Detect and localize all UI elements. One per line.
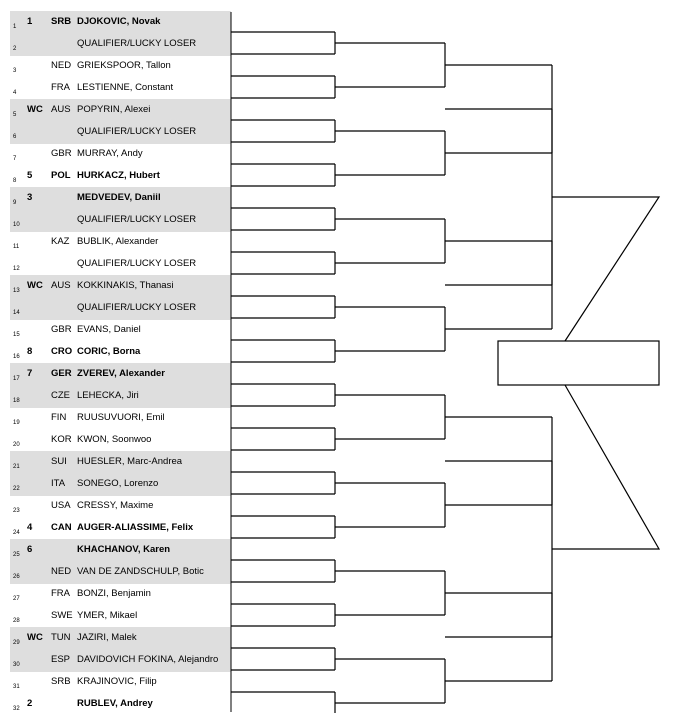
seed-label: 5 [27,170,33,181]
draw-position: 1 [13,24,17,30]
player-name: QUALIFIER/LUCKY LOSER [77,214,197,225]
player-name: MEDVEDEV, Daniil [77,192,161,203]
nationality-code: FIN [51,412,67,423]
player-name: RUUSUVUORI, Emil [77,412,165,423]
draw-entry [13,258,196,272]
seed-label: WC [27,280,43,291]
champion-box [498,341,659,385]
draw-position: 29 [13,640,20,646]
player-name: DJOKOVIC, Novak [77,16,161,27]
player-name: JAZIRI, Malek [77,632,137,643]
player-name: LESTIENNE, Constant [77,82,174,93]
nationality-code: GBR [51,324,72,335]
draw-position: 21 [13,464,20,470]
player-name: KRAJINOVIC, Filip [77,676,157,687]
draw-position: 23 [13,508,20,514]
draw-position: 32 [13,706,20,712]
player-name: KOKKINAKIS, Thanasi [77,280,174,291]
nationality-code: GBR [51,148,72,159]
draw-position: 2 [13,46,17,52]
draw-entry [13,610,137,624]
draw-position: 19 [13,420,20,426]
player-name: QUALIFIER/LUCKY LOSER [77,302,197,313]
player-name: MURRAY, Andy [77,148,143,159]
draw-entry [13,676,157,690]
draw-position: 10 [13,222,20,228]
nationality-code: ITA [51,478,66,489]
draw-position: 13 [13,288,20,294]
draw-position: 17 [13,376,20,382]
draw-position: 6 [13,134,17,140]
nationality-code: KAZ [51,236,70,247]
player-name: HUESLER, Marc-Andrea [77,456,183,467]
draw-position: 26 [13,574,20,580]
nationality-code: TUN [51,632,71,643]
nationality-code: AUS [51,104,71,115]
player-name: BUBLIK, Alexander [77,236,159,247]
draw-entry [13,412,165,426]
nationality-code: POL [51,170,71,181]
draw-entry [13,588,151,602]
seed-label: 7 [27,368,33,379]
nationality-code: ESP [51,654,71,665]
nationality-code: NED [51,566,72,577]
final-connector [552,385,659,549]
draw-entry [13,170,161,184]
draw-position: 11 [13,244,20,250]
nationality-code: NED [51,60,72,71]
draw-position: 8 [13,178,17,184]
nationality-code: FRA [51,588,70,599]
draw-position: 31 [13,684,20,690]
nationality-code: AUS [51,280,71,291]
player-name: RUBLEV, Andrey [77,698,153,709]
player-name: AUGER-ALIASSIME, Felix [77,522,194,533]
player-name: LEHECKA, Jiri [77,390,139,401]
nationality-code: GER [51,368,72,379]
player-name: ZVEREV, Alexander [77,368,166,379]
draw-position: 18 [13,398,20,404]
seed-label: 6 [27,544,33,555]
nationality-code: SRB [51,676,71,687]
draw-entry [13,346,141,360]
seed-label: 1 [27,16,33,27]
draw-position: 22 [13,486,20,492]
draw-position: 5 [13,112,17,118]
draw-position: 12 [13,266,20,272]
draw-entry [13,522,194,536]
player-name: QUALIFIER/LUCKY LOSER [77,258,197,269]
seed-label: 2 [27,698,33,709]
player-name: CORIC, Borna [77,346,141,357]
player-name: SONEGO, Lorenzo [77,478,159,489]
nationality-code: USA [51,500,71,511]
draw-entry [13,500,153,514]
draw-position: 3 [13,68,17,74]
draw-entry [13,698,154,712]
player-name: QUALIFIER/LUCKY LOSER [77,38,197,49]
player-name: BONZI, Benjamin [77,588,151,599]
player-name: POPYRIN, Alexei [77,104,151,115]
seed-label: WC [27,632,43,643]
player-name: YMER, Mikael [77,610,138,621]
player-name: CRESSY, Maxime [77,500,154,511]
nationality-code: CAN [51,522,72,533]
nationality-code: SUI [51,456,67,467]
player-name: GRIEKSPOOR, Tallon [77,60,171,71]
draw-entry [13,82,173,96]
draw-position: 24 [13,530,20,536]
player-name: KWON, Soonwoo [77,434,152,445]
player-name: VAN DE ZANDSCHULP, Botic [77,566,204,577]
nationality-code: CRO [51,346,73,357]
player-name: DAVIDOVICH FOKINA, Alejandro [77,654,219,665]
draw-entry [13,60,171,74]
draw-position: 28 [13,618,20,624]
draw-position: 16 [13,354,20,360]
nationality-code: CZE [51,390,70,401]
nationality-code: SRB [51,16,72,27]
player-name: QUALIFIER/LUCKY LOSER [77,126,197,137]
draw-entry [13,434,151,448]
draw-position: 20 [13,442,20,448]
draw-position: 14 [13,310,20,316]
player-name: EVANS, Daniel [77,324,141,335]
draw-position: 27 [13,596,20,602]
draw-position: 7 [13,156,17,162]
final-connector [552,197,659,341]
draw-entry [13,324,141,338]
draw-position: 25 [13,552,20,558]
seed-label: 4 [27,522,33,533]
nationality-code: SWE [51,610,73,621]
draw-entry [13,148,143,162]
player-name: HURKACZ, Hubert [77,170,160,181]
draw-position: 30 [13,662,20,668]
player-name: KHACHANOV, Karen [77,544,171,555]
draw-position: 9 [13,200,17,206]
draw-position: 15 [13,332,20,338]
nationality-code: FRA [51,82,70,93]
nationality-code: KOR [51,434,72,445]
seed-label: 3 [27,192,33,203]
seed-label: WC [27,104,43,115]
draw-entry [13,236,158,250]
draw-position: 4 [13,90,17,96]
seed-label: 8 [27,346,33,357]
